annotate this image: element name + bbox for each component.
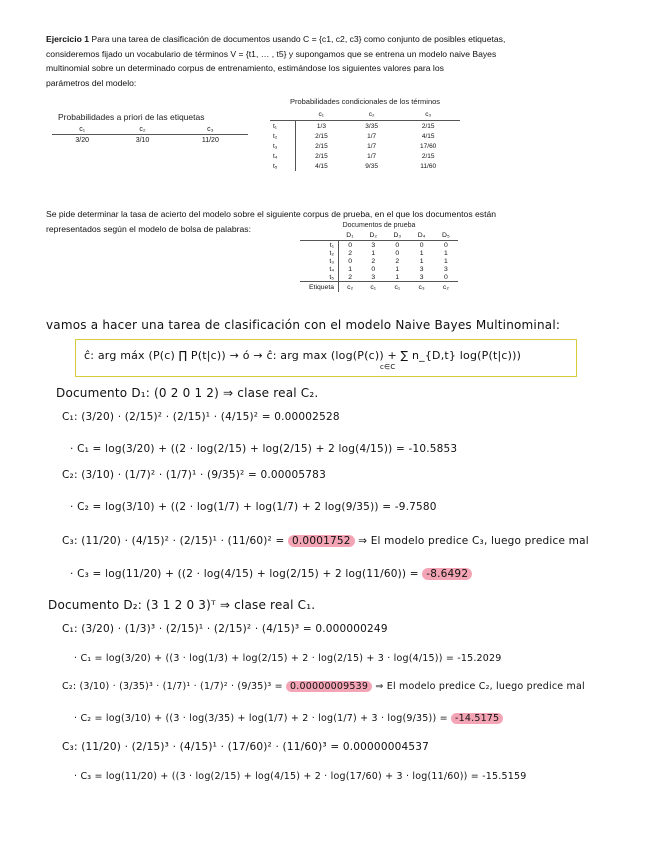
cond-value: 1/7	[367, 132, 377, 140]
doc1-c3-product: C₃: (11/20) · (4/15)² · (2/15)¹ · (11/60)² = 0.0001752 ⇒ El modelo predice C₃, luego predice mal	[62, 535, 589, 547]
highlight-doc1-c3-product: 0.0001752	[288, 535, 355, 547]
doc1-c1-log: · C₁ = log(3/20) + ((2 · log(2/15) + log(2/15) + 2 log(4/15)) = -10.5853	[70, 443, 458, 455]
test-value: 1	[348, 265, 353, 273]
cond-value: 2/15	[315, 132, 328, 140]
test-value: 1	[419, 249, 424, 257]
doc1-c3-log: · C₃ = log(11/20) + ((2 · log(4/15) + log(2/15) + 2 log(11/60)) = -8.6492	[70, 568, 472, 580]
doc2-c2-log: · C₂ = log(3/10) + ((3 · log(3/35) + log(1/7) + 2 · log(1/7) + 3 · log(9/35)) = -14.5175	[74, 713, 503, 724]
test-value: 0	[443, 273, 448, 281]
test-value: 0	[443, 241, 448, 249]
test-label-row	[300, 282, 458, 292]
doc1-c2-product: C₂: (3/10) · (1/7)² · (1/7)¹ · (9/35)² = 0.00005783	[62, 469, 326, 481]
doc2-c2-product: C₂: (3/10) · (3/35)³ · (1/7)¹ · (1/7)² · (9/35)³ = 0.00000009539 ⇒ El modelo predice C₂, luego predice mal	[62, 681, 585, 692]
prior-value: 3/10	[135, 137, 150, 144]
cond-term: t₄	[270, 151, 296, 161]
test-value: 3	[371, 273, 376, 281]
test-label: c₂	[339, 282, 362, 292]
intro-line-1: Ejercicio 1 Para una tarea de clasificación de documentos usando C = {c1, c2, c3} como conjunto de posibles etiquetas,	[46, 34, 506, 44]
test-value: 0	[395, 241, 400, 249]
cond-term: t₂	[270, 131, 296, 141]
test-row	[300, 241, 458, 250]
notes-heading: vamos a hacer una tarea de clasificación con el modelo Naive Bayes Multinominal:	[46, 318, 561, 332]
conditional-probabilities-table	[270, 97, 460, 171]
prior-header: c₂	[112, 125, 172, 135]
cond-value: 1/7	[367, 152, 377, 160]
test-value: 1	[371, 249, 376, 257]
cond-header: c₁	[296, 109, 347, 121]
test-header: D₃	[385, 231, 409, 241]
test-documents-table	[300, 222, 458, 292]
cond-value: 1/7	[367, 142, 377, 150]
doc2-title: Documento D₂: (3 1 2 0 3)ᵀ ⇒ clase real C₁.	[48, 598, 316, 612]
test-row	[300, 265, 458, 273]
cond-value: 17/60	[420, 142, 437, 150]
test-label: c₂	[434, 282, 458, 292]
cond-value: 2/15	[421, 152, 435, 160]
test-row	[300, 273, 458, 282]
highlight-doc1-c3-log: -8.6492	[422, 568, 472, 580]
test-value: 2	[348, 249, 353, 257]
test-value: 0	[348, 241, 353, 249]
test-term: t₂	[300, 249, 339, 257]
cond-value: 3/35	[365, 122, 378, 130]
test-header-blank	[300, 231, 339, 241]
cond-value: 9/35	[365, 162, 378, 170]
prior-table-caption: Probabilidades a priori de las etiquetas	[58, 112, 205, 122]
test-term: t₅	[300, 273, 339, 282]
test-value: 1	[395, 265, 400, 273]
cond-value: 1/3	[316, 122, 326, 130]
prior-header: c₃	[173, 125, 248, 135]
formula-subscript: c∈C	[380, 363, 396, 371]
intro-line-2: consideremos fijado un vocabulario de términos V = {t1, … , t5} y supongamos que se entrena un modelo naive Bayes	[46, 48, 497, 59]
test-table-caption: Documentos de prueba	[342, 222, 416, 229]
test-intro-line-1: Se pide determinar la tasa de acierto del modelo sobre el siguiente corpus de prueba, en el que los documentos están	[46, 209, 497, 219]
test-label: c₃	[409, 282, 433, 292]
prior-value: 11/20	[201, 137, 219, 144]
test-value: 2	[371, 257, 376, 265]
cond-row	[270, 131, 460, 141]
test-value: 3	[419, 273, 424, 281]
test-row	[300, 257, 458, 265]
cond-value: 2/15	[421, 122, 435, 130]
exercise-intro	[46, 32, 616, 90]
prior-probabilities-table	[52, 112, 248, 146]
cond-row	[270, 121, 460, 132]
cond-term: t₁	[270, 121, 296, 132]
test-row	[300, 249, 458, 257]
test-value: 0	[348, 257, 353, 265]
test-header: D₁	[339, 231, 362, 241]
test-value: 3	[419, 265, 424, 273]
doc2-c3-log: · C₃ = log(11/20) + ((3 · log(2/15) + log(4/15) + 2 · log(17/60) + 3 · log(11/60)) = -15.5159	[74, 771, 527, 782]
doc1-c2-log: · C₂ = log(3/10) + ((2 · log(1/7) + log(1/7) + 2 log(9/35)) = -9.7580	[70, 501, 437, 513]
highlight-doc2-c2-log: -14.5175	[451, 713, 503, 724]
test-label: c₁	[361, 282, 385, 292]
cond-value: 4/15	[315, 162, 328, 170]
intro-line-3: multinomial sobre un determinado corpus de entrenamiento, estimándose los siguientes valores para los	[46, 63, 444, 73]
cond-value: 2/15	[315, 142, 328, 150]
test-label: c₁	[385, 282, 409, 292]
test-value: 2	[395, 257, 400, 265]
test-term: t₃	[300, 257, 339, 265]
test-term: t₄	[300, 265, 339, 273]
cond-row	[270, 151, 460, 161]
cond-header: c₃	[396, 109, 460, 121]
doc1-title: Documento D₁: (0 2 0 1 2) ⇒ clase real C₂.	[56, 386, 319, 400]
test-label-name: Etiqueta	[300, 282, 339, 292]
test-value: 0	[419, 241, 424, 249]
prior-header: c₁	[52, 125, 112, 135]
test-value: 3	[371, 241, 376, 249]
formula	[84, 349, 522, 371]
test-value: 2	[348, 273, 353, 281]
doc2-c1-log: · C₁ = log(3/20) + ((3 · log(1/3) + log(2/15) + 2 · log(2/15) + 3 · log(4/15)) = -15.2029	[74, 653, 502, 664]
test-value: 1	[419, 257, 424, 265]
test-header: D₂	[361, 231, 385, 241]
test-value: 3	[443, 265, 448, 273]
doc2-c1-product: C₁: (3/20) · (1/3)³ · (2/15)¹ · (2/15)² · (4/15)³ = 0.000000249	[62, 623, 388, 635]
test-value: 1	[395, 273, 400, 281]
cond-row	[270, 161, 460, 171]
cond-value: 2/15	[315, 152, 328, 160]
test-value: 0	[395, 249, 400, 257]
test-header: D₄	[409, 231, 433, 241]
cond-value: 4/15	[421, 132, 435, 140]
test-term: t₁	[300, 241, 339, 250]
cond-term: t₃	[270, 141, 296, 151]
test-value: 0	[371, 265, 376, 273]
test-header: D₅	[434, 231, 458, 241]
formula-text: ĉ: arg máx (P(c) ∏ P(t|c)) → ó → ĉ: arg max (log(P(c)) + ∑ n_{D,t} log(P(t|c)))	[84, 349, 522, 362]
doc2-c3-product: C₃: (11/20) · (2/15)³ · (4/15)¹ · (17/60)² · (11/60)³ = 0.00000004537	[62, 741, 429, 753]
cond-value: 11/60	[420, 162, 437, 170]
exercise-label: Ejercicio 1	[46, 34, 89, 44]
prior-value: 3/20	[75, 137, 89, 144]
doc1-c1-product: C₁: (3/20) · (2/15)² · (2/15)¹ · (4/15)² = 0.00002528	[62, 411, 340, 423]
intro-line-4: parámetros del modelo:	[46, 77, 137, 88]
test-value: 1	[443, 257, 448, 265]
cond-row	[270, 141, 460, 151]
test-value: 1	[443, 249, 448, 257]
test-intro-line-2: representados según el modelo de bolsa de palabras:	[46, 223, 251, 234]
cond-table-caption: Probabilidades condicionales de los términos	[289, 97, 441, 106]
highlight-doc2-c2-product: 0.00000009539	[286, 681, 372, 692]
cond-header: c₂	[347, 109, 396, 121]
cond-term: t₅	[270, 161, 296, 171]
cond-header-blank	[270, 109, 296, 121]
